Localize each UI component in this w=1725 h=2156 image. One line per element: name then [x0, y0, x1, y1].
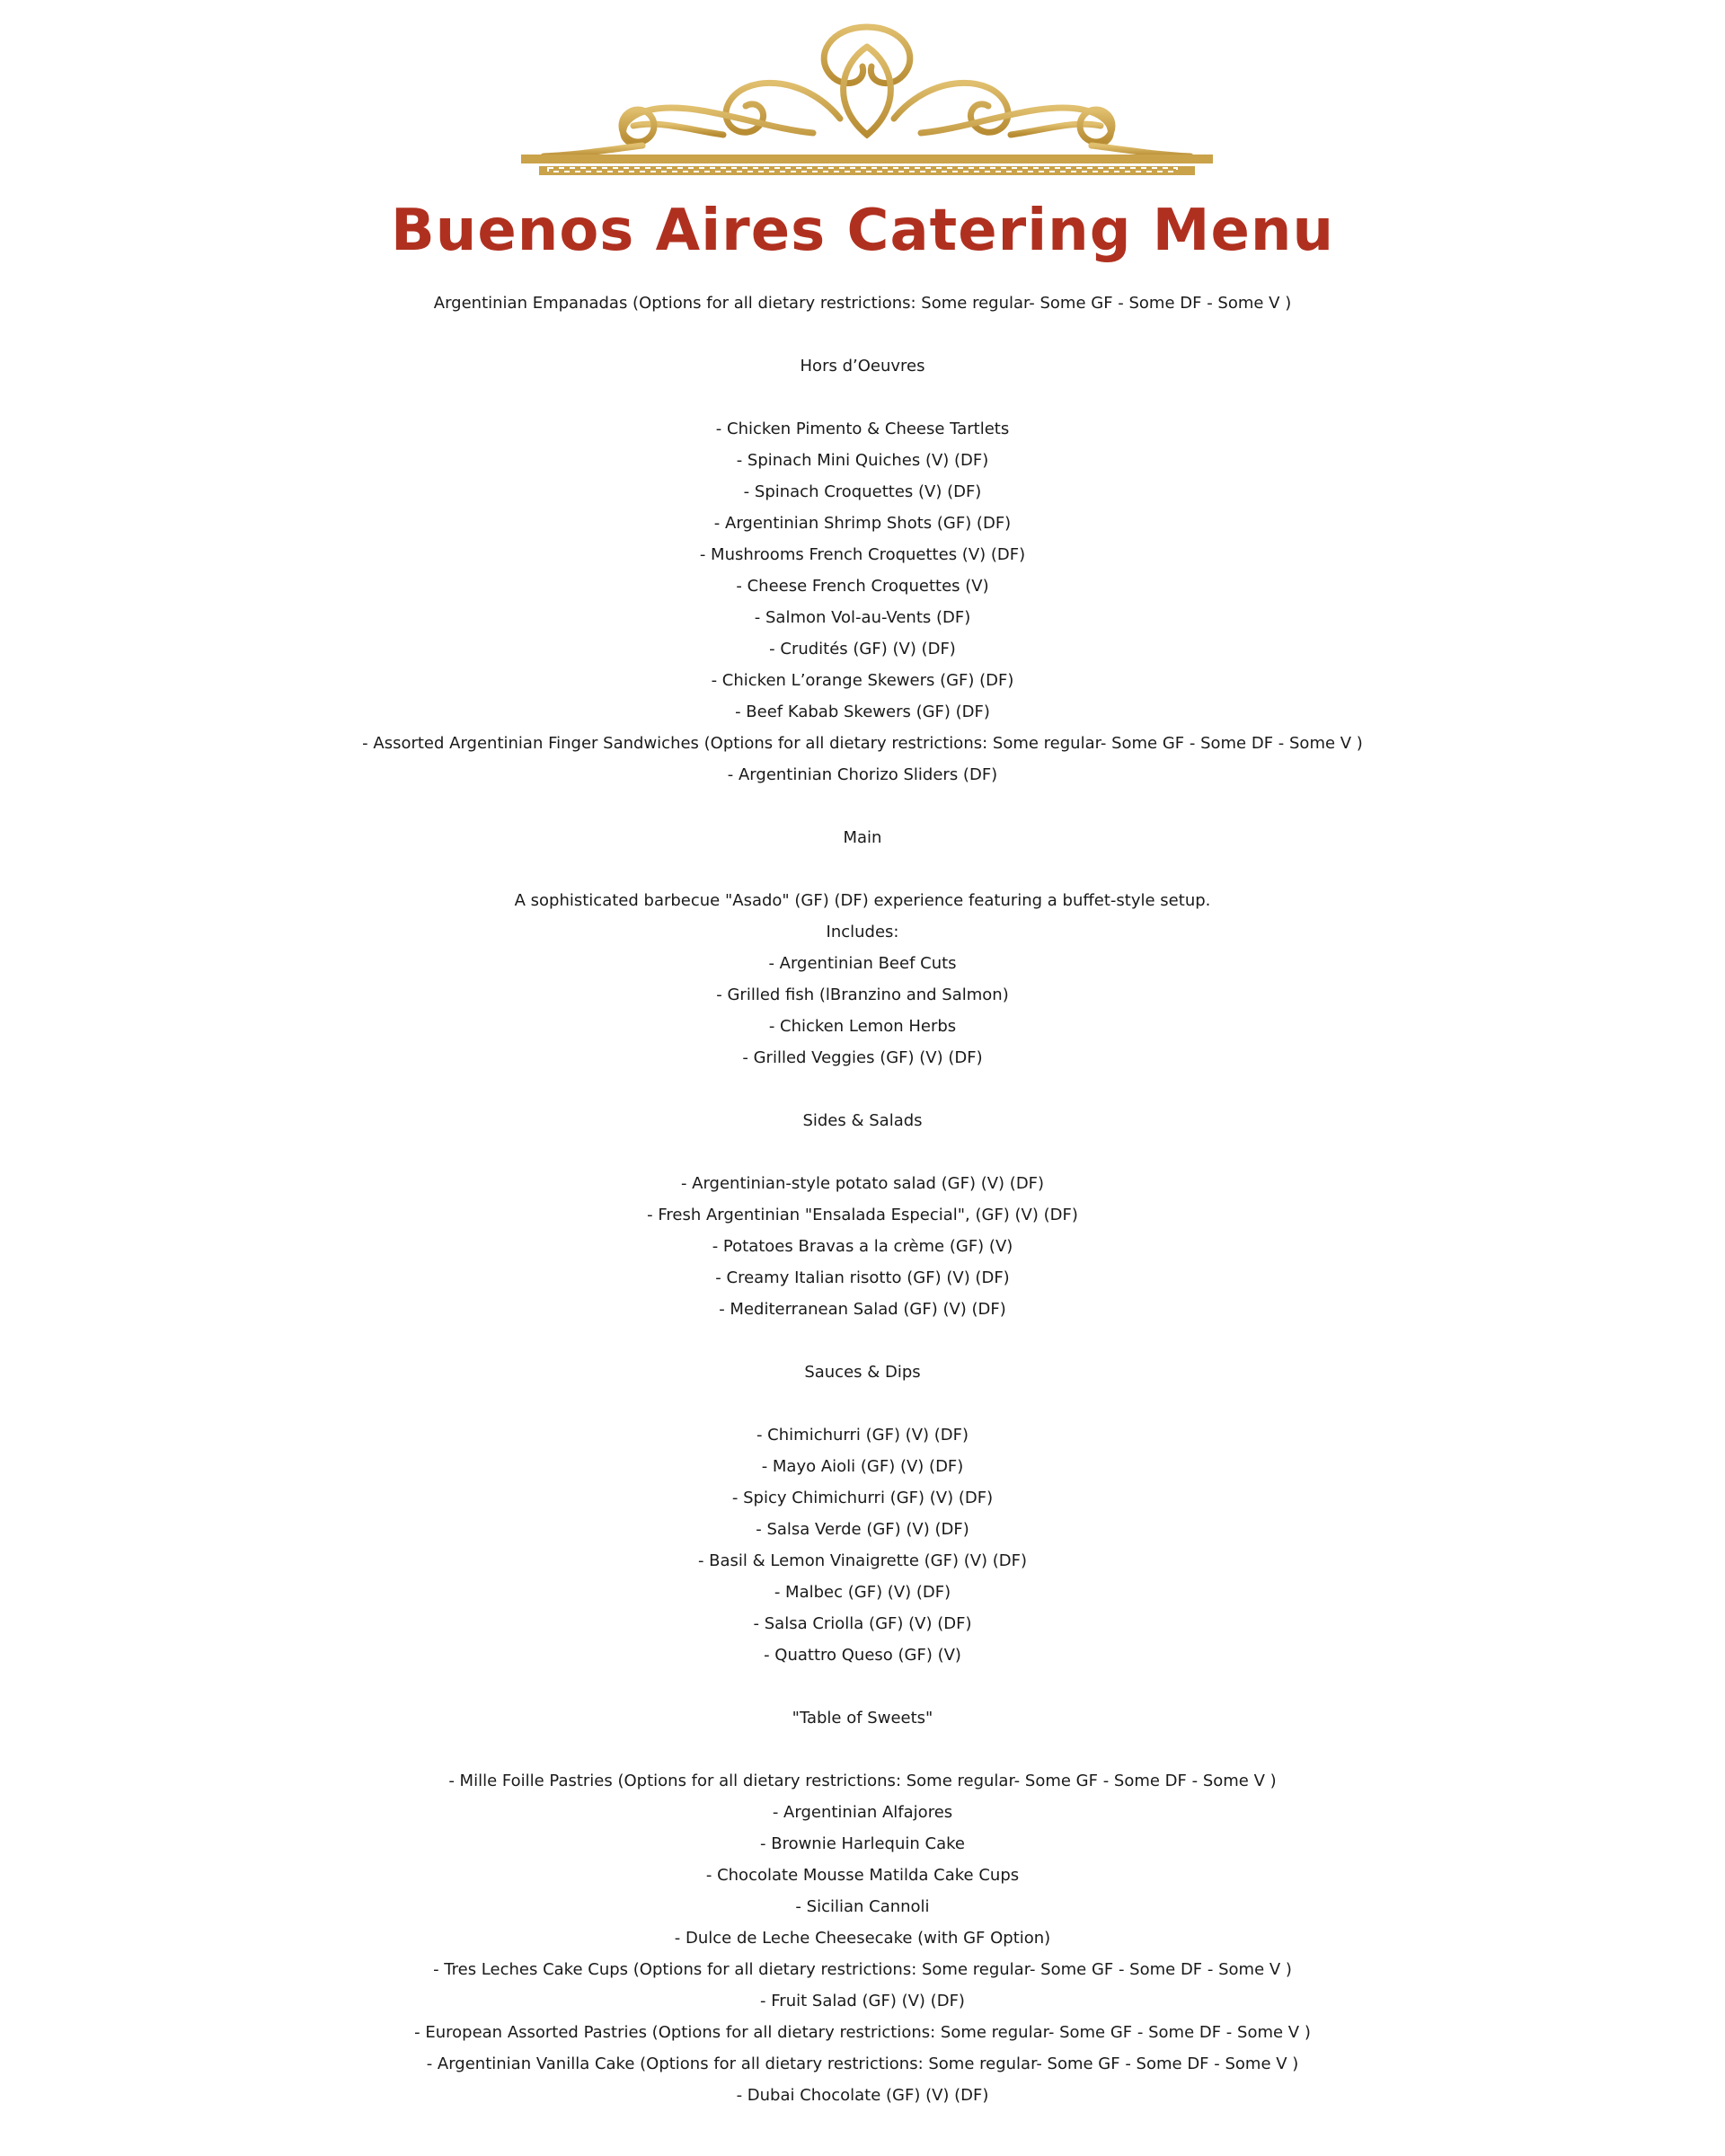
list-item: - Dubai Chocolate (GF) (V) (DF)	[736, 2086, 989, 2105]
list-item: - Crudités (GF) (V) (DF)	[769, 640, 956, 658]
list-item: - Grilled Veggies (GF) (V) (DF)	[742, 1048, 983, 1067]
sauces-list	[0, 1419, 1725, 1671]
includes-label: Includes:	[826, 923, 899, 941]
list-item: - Chicken Lemon Herbs	[768, 1017, 957, 1036]
list-item: - Chocolate Mousse Matilda Cake Cups	[705, 1866, 1020, 1885]
list-item: - Fruit Salad (GF) (V) (DF)	[760, 1992, 965, 2010]
list-item: - Mushrooms French Croquettes (V) (DF)	[699, 545, 1026, 564]
main-list	[0, 885, 1725, 1074]
main-description: A sophisticated barbecue "Asado" (GF) (DF) experience featuring a buffet-style setup.	[514, 891, 1211, 910]
list-item: - Chicken L’orange Skewers (GF) (DF)	[711, 671, 1014, 690]
section-heading-sides: Sides & Salads	[802, 1111, 923, 1130]
menu-body	[0, 287, 1725, 2111]
section-heading-sauces: Sauces & Dips	[804, 1363, 921, 1382]
list-item: - Malbec (GF) (V) (DF)	[774, 1583, 951, 1602]
list-item: - Argentinian-style potato salad (GF) (V) (DF)	[680, 1174, 1045, 1193]
list-item: - Quattro Queso (GF) (V)	[764, 1646, 961, 1665]
hors-list	[0, 413, 1725, 791]
section-heading-hors: Hors d’Oeuvres	[800, 357, 925, 376]
list-item: - Tres Leches Cake Cups (Options for all dietary restrictions: Some regular- Some GF - Some DF - Some V )	[433, 1960, 1292, 1979]
list-item: - Brownie Harlequin Cake	[760, 1834, 965, 1853]
list-item: - Dulce de Leche Cheesecake (with GF Option)	[674, 1929, 1051, 1948]
list-item: - Fresh Argentinian "Ensalada Especial", (GF) (V) (DF)	[647, 1206, 1078, 1224]
list-item: - Chimichurri (GF) (V) (DF)	[756, 1426, 969, 1445]
list-item: - Salsa Verde (GF) (V) (DF)	[756, 1520, 969, 1539]
section-heading-main: Main	[843, 828, 882, 847]
list-item: - Spicy Chimichurri (GF) (V) (DF)	[731, 1489, 994, 1507]
list-item: - Mediterranean Salad (GF) (V) (DF)	[719, 1300, 1006, 1319]
sides-list	[0, 1168, 1725, 1325]
list-item: - Mille Foille Pastries (Options for all dietary restrictions: Some regular- Some GF - Some DF - Some V )	[448, 1772, 1277, 1790]
list-item: - Chicken Pimento & Cheese Tartlets	[715, 420, 1010, 438]
list-item: - Salsa Criolla (GF) (V) (DF)	[753, 1614, 972, 1633]
page-title: Buenos Aires Catering Menu	[391, 198, 1334, 264]
list-item: - Salmon Vol-au-Vents (DF)	[754, 608, 971, 627]
sweets-list	[0, 1765, 1725, 2111]
list-item: - Grilled fish (lBranzino and Salmon)	[716, 985, 1009, 1004]
list-item: - Argentinian Shrimp Shots (GF) (DF)	[713, 514, 1012, 533]
list-item: - Cheese French Croquettes (V)	[736, 577, 989, 596]
list-item: - Assorted Argentinian Finger Sandwiches (Options for all dietary restrictions: Some regular- Some GF - Some DF - Some V )	[362, 734, 1363, 753]
list-item: - Basil & Lemon Vinaigrette (GF) (V) (DF)	[697, 1551, 1028, 1570]
section-heading-sweets: "Table of Sweets"	[792, 1709, 933, 1727]
list-item: - European Assorted Pastries (Options for all dietary restrictions: Some regular- Some GF - Some DF - Some V )	[414, 2023, 1311, 2042]
list-item: - Creamy Italian risotto (GF) (V) (DF)	[715, 1268, 1010, 1287]
list-item: - Argentinian Chorizo Sliders (DF)	[727, 765, 998, 784]
intro-line: Argentinian Empanadas (Options for all dietary restrictions: Some regular- Some GF - Some DF - Some V )	[433, 294, 1292, 313]
list-item: - Argentinian Beef Cuts	[768, 954, 957, 973]
list-item: - Spinach Croquettes (V) (DF)	[743, 482, 982, 501]
list-item: - Argentinian Alfajores	[772, 1803, 953, 1822]
list-item: - Mayo Aioli (GF) (V) (DF)	[761, 1457, 964, 1476]
list-item: - Beef Kabab Skewers (GF) (DF)	[735, 702, 990, 721]
list-item: - Sicilian Cannoli	[795, 1897, 930, 1916]
list-item: - Potatoes Bravas a la crème (GF) (V)	[712, 1237, 1013, 1256]
gold-scroll-ornament-icon	[517, 20, 1217, 181]
list-item: - Spinach Mini Quiches (V) (DF)	[736, 451, 989, 470]
list-item: - Argentinian Vanilla Cake (Options for all dietary restrictions: Some regular- Some GF - Some DF - Some V )	[426, 2054, 1299, 2073]
